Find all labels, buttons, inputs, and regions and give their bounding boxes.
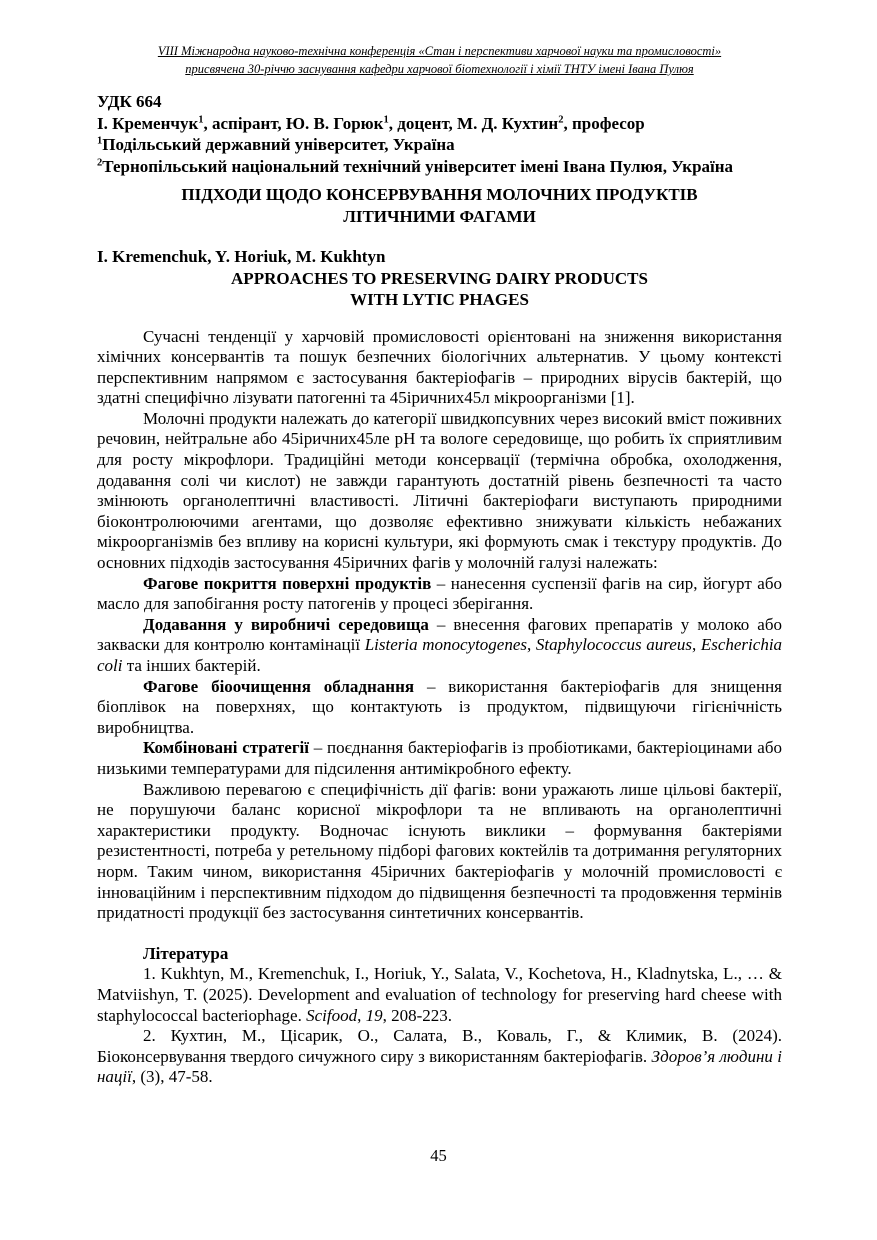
text-run: – поєднання бактеріофагів із пробіотиками, бактеріоцинами або низькими температурами для підсилення антимікробного ефекту. bbox=[97, 738, 782, 778]
text-run: Сучасні тенденції у харчовій промисловості орієнтовані на зниження використання хімічних консервантів та пошук безпечних біологічних альтернатив. У цьому контексті перспективним напрямом є застосування бактеріофагів – природних вірусів бактерій, що здатні специфічно лізувати патогенні та 45іричних45л мікроорганізми [1]. bbox=[97, 326, 782, 408]
text-run: Здоров’я людини і нації bbox=[97, 1046, 782, 1087]
document-body bbox=[97, 327, 782, 924]
conference-header bbox=[97, 42, 782, 78]
text-run: Молочні продукти належать до категорії швидкопсувних через високий вміст поживних речовин, нейтральне або 45іричних45ле рН та вологе середовище, що робить їх сприятливим для росту мікрофлори. Традиційні методи консервації (термічна обробка, охолодження, додавання солі чи кислот) не завжди гарантують достатній рівень безпечності та часто змінюють органолептичні властивості. Літичні бактеріофаги виступають природними біоконтролюючими агентами, що дозволяє ефективно знижувати кількість небажаних мікроорганізмів без впливу на корисні культури, які формують смак і текстуру продуктів. До основних підходів застосування 45іричних фагів у молочній галузі належать: bbox=[97, 408, 782, 573]
text-run: Тернопільський національний технічний університет імені Івана Пулюя, Україна bbox=[102, 156, 734, 176]
title-en-line-2: WITH LYTIC PHAGES bbox=[350, 290, 529, 309]
text-run: Додавання у виробничі середовища bbox=[143, 614, 429, 634]
reference-item-1 bbox=[97, 964, 782, 1026]
text-run: , bbox=[527, 635, 536, 655]
conference-subtitle: присвячена 30-річчю заснування кафедри харчової біотехнології і хімії ТНТУ імені Івана Пулюя bbox=[185, 62, 694, 76]
affiliation-2 bbox=[97, 156, 782, 178]
text-run: 1. Kukhtyn, M., Kremenchuk, I., Horiuk, Y., Salata, V., Kochetova, H., Kladnytska, L., … & Matviishyn, T. (2025). Development and evaluation of technology for preserving hard cheese with staphylococcal bacteriophage. bbox=[97, 964, 782, 1025]
text-run: Scifood bbox=[306, 1005, 358, 1025]
meta-block bbox=[97, 91, 782, 177]
text-run: , (3), 47-58. bbox=[131, 1067, 213, 1087]
text-run: – внесення фагових препаратів у молоко або закваски для контролю контамінації bbox=[97, 614, 782, 655]
text-run: Подільський державний університет, Україна bbox=[102, 135, 455, 154]
text-run: 2. Кухтин, М., Цісарик, О., Салата, В., Коваль, Г., & Климик, В. (2024). Біоконсервування твердого сичужного сиру з використанням бактеріофагів. bbox=[97, 1026, 782, 1066]
text-run: 19 bbox=[365, 1005, 383, 1025]
title-en bbox=[97, 268, 782, 311]
authors-line bbox=[97, 113, 782, 135]
text-run: , 208-223. bbox=[382, 1005, 453, 1025]
text-run: Escherichia coli bbox=[97, 635, 783, 675]
paragraph-intro bbox=[97, 327, 782, 409]
text-run: 1 bbox=[383, 113, 389, 125]
conference-title: VIII Міжнародна науково-технічна конференція «Стан і перспективи харчової науки та промисловості» bbox=[157, 44, 722, 58]
reference-item-2 bbox=[97, 1026, 782, 1088]
conference-header-line-2 bbox=[97, 60, 782, 78]
text-run: Listeria monocytogenes bbox=[364, 635, 528, 655]
text-run: – нанесення суспензії фагів на сир, йогурт або масло для запобігання росту патогенів у процесі зберігання. bbox=[97, 573, 782, 614]
paragraph-phage-coating bbox=[97, 574, 782, 615]
text-run: Фагове покриття поверхні продуктів bbox=[143, 573, 432, 593]
text-run: Staphylococcus aureus bbox=[535, 635, 692, 655]
paragraph-production-media bbox=[97, 615, 782, 677]
page-number: 45 bbox=[430, 1146, 447, 1165]
text-run: 1 bbox=[97, 135, 103, 147]
text-run: , аспірант, Ю. В. Горюк bbox=[203, 113, 384, 133]
english-block bbox=[97, 246, 782, 311]
text-run: Фагове біоочищення обладнання bbox=[143, 676, 415, 696]
affiliation-1 bbox=[97, 134, 782, 156]
text-run: та інших бактерій. bbox=[122, 656, 261, 675]
text-run: – використання бактеріофагів для знищення біоплівок на поверхнях, що контактують із продуктом, підвищуючи гігієнічність виробництва. bbox=[97, 676, 782, 737]
paragraph-combined-strategies bbox=[97, 738, 782, 779]
text-run: , професор bbox=[563, 113, 645, 133]
references-heading: Література bbox=[143, 943, 229, 963]
text-run: , bbox=[357, 1005, 366, 1025]
authors-en: I. Kremenchuk, Y. Horiuk, M. Kukhtyn bbox=[97, 247, 386, 266]
title-ua bbox=[97, 184, 782, 227]
title-ua-line-2: ЛІТИЧНИМИ ФАГАМИ bbox=[343, 206, 536, 226]
text-run: І. Кременчук bbox=[97, 113, 199, 133]
paragraph-conclusion bbox=[97, 780, 782, 924]
text-run: Важливою перевагою є специфічність дії фагів: вони уражають лише цільові бактерії, не порушуючи баланс корисної мікрофлори та не впливають на органолептичні характеристики продукту. Водночас існують виклики – формування бактеріями резистентності, потреба у ретельному підборі фагових коктейлів та дотримання регуляторних норм. Таким чином, використання 45іричних бактеріофагів у молочній промисловості є інноваційним і перспективним підходом до підвищення безпечності та продовження термінів придатності продукції без застосування синтетичних консервантів. bbox=[97, 779, 782, 923]
text-run: 1 bbox=[198, 113, 204, 125]
text-run: 2 bbox=[97, 156, 103, 168]
conference-header-line-1 bbox=[97, 42, 782, 60]
text-run: , bbox=[691, 635, 701, 655]
udc-label: УДК 664 bbox=[97, 92, 162, 111]
title-ua-line-1: ПІДХОДИ ЩОДО КОНСЕРВУВАННЯ МОЛОЧНИХ ПРОДУКТІВ bbox=[181, 185, 698, 204]
text-run: 2 bbox=[558, 113, 564, 125]
references-section bbox=[97, 944, 782, 1088]
text-run: Комбіновані стратегії bbox=[143, 738, 309, 758]
text-run: , доцент, М. Д. Кухтин bbox=[388, 113, 559, 133]
title-en-line-1: APPROACHES TO PRESERVING DAIRY PRODUCTS bbox=[231, 268, 648, 288]
paragraph-equipment-biocleaning bbox=[97, 677, 782, 739]
paragraph-dairy-context bbox=[97, 409, 782, 574]
